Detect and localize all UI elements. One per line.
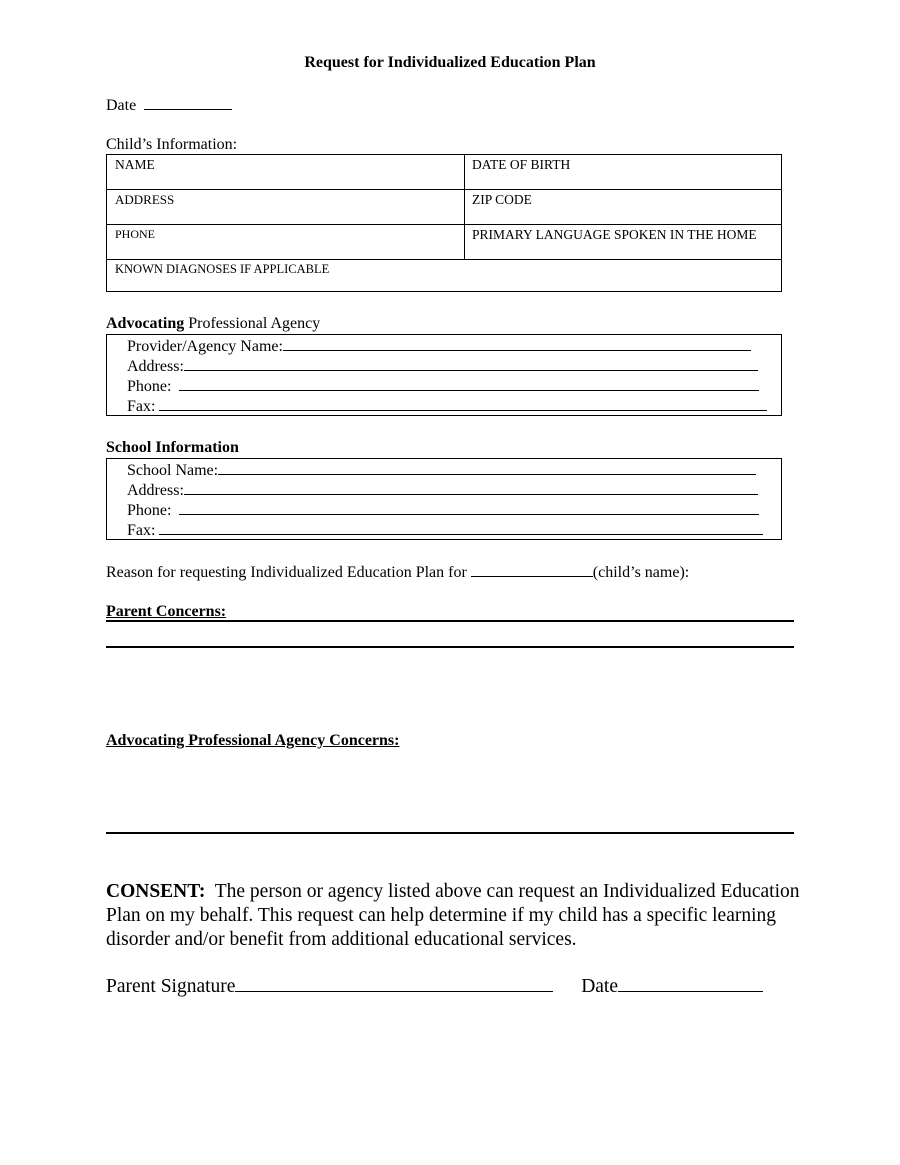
school-fax-field[interactable]	[159, 521, 763, 535]
agency-heading	[106, 315, 320, 333]
parent-concerns-heading: Parent Concerns:	[106, 603, 227, 620]
school-name-row	[127, 461, 756, 480]
phone-label: PHONE	[115, 227, 156, 241]
school-address-row	[127, 481, 758, 500]
agency-box	[106, 334, 782, 416]
school-box	[106, 458, 782, 540]
school-fax-label: Fax:	[127, 522, 156, 539]
agency-phone-row	[127, 377, 759, 396]
reason-label: Reason for requesting Individualized Education Plan for	[106, 564, 467, 581]
parent-concerns-line[interactable]	[106, 646, 794, 648]
dob-label: DATE OF BIRTH	[472, 157, 571, 172]
consent-label: CONSENT:	[106, 881, 206, 902]
agency-heading-rest: Professional Agency	[184, 315, 321, 332]
phone-field[interactable]	[107, 225, 464, 259]
parent-concerns-line[interactable]	[106, 620, 794, 622]
agency-phone-field[interactable]	[179, 377, 759, 391]
agency-phone-label: Phone:	[127, 378, 172, 395]
date-row	[106, 96, 232, 115]
address-label: ADDRESS	[115, 192, 175, 207]
agency-concerns-heading: Advocating Professional Agency Concerns:	[106, 732, 400, 749]
agency-address-field[interactable]	[184, 357, 758, 371]
name-label: NAME	[115, 157, 155, 172]
agency-fax-field[interactable]	[159, 397, 767, 411]
school-phone-label: Phone:	[127, 502, 172, 519]
school-name-label: School Name:	[127, 462, 219, 479]
date-field[interactable]	[144, 96, 232, 110]
name-field[interactable]	[107, 155, 464, 189]
reason-row	[106, 563, 689, 582]
child-info-table	[106, 154, 782, 292]
agency-provider-label: Provider/Agency Name:	[127, 338, 283, 355]
school-address-label: Address:	[127, 482, 184, 499]
school-phone-field[interactable]	[179, 501, 759, 515]
school-address-field[interactable]	[184, 481, 758, 495]
address-field[interactable]	[107, 190, 464, 224]
agency-fax-row	[127, 397, 767, 416]
agency-address-label: Address:	[127, 358, 184, 375]
agency-provider-row	[127, 337, 751, 356]
school-phone-row	[127, 501, 759, 520]
signature-date-label: Date	[581, 976, 618, 997]
agency-address-row	[127, 357, 758, 376]
parent-signature-field[interactable]	[235, 975, 553, 992]
agency-heading-bold: Advocating	[106, 315, 185, 332]
diagnoses-field[interactable]	[107, 260, 781, 291]
page-title: Request for Individualized Education Plan	[304, 54, 596, 71]
parent-signature-label: Parent Signature	[106, 976, 236, 997]
agency-provider-field[interactable]	[283, 337, 751, 351]
agency-fax-label: Fax:	[127, 398, 156, 415]
signature-row	[106, 975, 763, 998]
dob-field[interactable]	[464, 155, 781, 189]
reason-suffix: (child’s name):	[592, 564, 690, 581]
school-heading: School Information	[106, 439, 239, 456]
agency-concerns-line[interactable]	[106, 832, 794, 834]
language-label: PRIMARY LANGUAGE SPOKEN IN THE HOME	[472, 227, 757, 242]
diagnoses-label: KNOWN DIAGNOSES IF APPLICABLE	[115, 262, 330, 276]
date-label: Date	[106, 97, 137, 114]
consent-paragraph	[106, 880, 806, 952]
school-name-field[interactable]	[218, 461, 756, 475]
consent-text: The person or agency listed above can request an Individualized Education Plan on my behalf. This request can help determine if my child has a specific learning disorder and/or benefit from additional educational services.	[106, 881, 800, 950]
zip-label: ZIP CODE	[472, 192, 532, 207]
zip-field[interactable]	[464, 190, 781, 224]
child-name-field[interactable]	[471, 563, 593, 577]
signature-date-field[interactable]	[618, 975, 763, 992]
child-info-heading: Child’s Information:	[106, 136, 238, 153]
school-fax-row	[127, 521, 763, 540]
language-field[interactable]	[464, 225, 781, 259]
